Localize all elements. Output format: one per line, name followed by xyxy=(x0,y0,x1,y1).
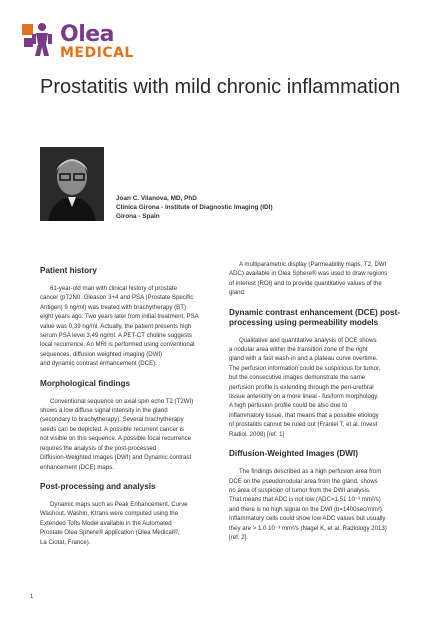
left-column xyxy=(40,266,218,547)
text-line: a nodular area within the transition zone of the right xyxy=(229,346,368,354)
text-line: Washout, Washin, Ktrans were computed using the xyxy=(40,510,179,518)
text-line: shows a low diffuse signal intensity in the gland xyxy=(40,407,168,415)
author-block xyxy=(116,194,273,221)
text-line: perfusion profile is extending through the peri-urethral xyxy=(229,383,374,391)
text-line: The perfusion information could be suspicious for tumor, xyxy=(229,364,381,372)
olea-logo-mark-icon xyxy=(20,20,54,58)
text-line: seeds can be depicted. A possible recurrent cancer is xyxy=(40,425,184,433)
text-line: cancer (pT2N0. Gleason 3+4 and PSA (Prostate Specific xyxy=(40,294,194,302)
text-line: Diffusion-Weighted Images (DWI) and Dynamic contrast xyxy=(40,454,192,462)
text-line: and there is no high signal on the DWI (b=1400sec/mm²). xyxy=(229,505,384,513)
text-line: gland with a fast wash-in and a plateau curve overtime. xyxy=(229,355,378,363)
text-line: but the consecutive images demonstrate the same xyxy=(229,374,366,382)
post-processing-text xyxy=(40,500,218,547)
logo-brand-text: Olea xyxy=(60,22,115,47)
text-line: serum PSA level 3,49 ng/ml. A PET-CT choline suggests xyxy=(40,332,192,340)
text-line: not visible on this sequence. A possible focal recurrence xyxy=(40,435,192,443)
text-line: tissue anteriorly on a more lineal - fusiform morphology. xyxy=(229,393,379,401)
text-line: La Ciotat, France). xyxy=(40,538,91,546)
page-number: 1 xyxy=(30,594,34,600)
heading-patient-history: Patient history xyxy=(40,266,97,275)
author-affiliation: Clinica Girona - Institute of Diagnostic Imaging (IDI) xyxy=(116,204,273,211)
olea-medical-logo xyxy=(20,20,160,60)
dce-text xyxy=(229,336,401,439)
text-line: sequences, diffusion weighted imaging (DWI) xyxy=(40,350,163,358)
text-line: DCE on the pseudonodular area from the gland, shows xyxy=(229,477,378,485)
text-line: of interest (ROI) and to provide quantitative values of the xyxy=(229,279,382,287)
text-line: enhancement (DCE) maps. xyxy=(40,463,114,471)
text-line: (secondary to brachytherapy). Several brachytherapy xyxy=(40,416,184,424)
text-line: local recurrence. An MRI is performed using conventional xyxy=(40,341,195,349)
author-portrait-image xyxy=(40,147,104,221)
logo-sub-text: MEDICAL xyxy=(60,45,134,61)
author-name: Joan C. Vilanova, MD, PhD xyxy=(116,195,197,202)
text-line: value was 0,39 ng/ml. Actually, the patient presents high xyxy=(40,322,192,330)
author-photo xyxy=(40,147,104,221)
text-line: Dynamic maps such as Peak Enhancement, Curve xyxy=(50,500,188,508)
text-line: no area of suspicion of tumor from the DWI analysis. xyxy=(229,486,371,494)
text-line: A high perfusion profile could be also due to xyxy=(229,402,348,410)
text-line: The findings described as a high perfusion area from xyxy=(239,468,382,476)
author-location: Girona - Spain xyxy=(116,213,160,220)
text-line: 61-year-old man with clinical history of prostate xyxy=(50,285,178,292)
text-line: That means that ADC is not low (ADC=1.51 10⁻³ mm²/s) xyxy=(229,496,381,504)
text-line: ADC) available in Olea Sphere® was used to draw regions xyxy=(229,270,388,278)
morphological-text xyxy=(40,397,218,472)
text-line: Extended Tofts Model available in the Automated xyxy=(40,519,172,527)
text-line: Inflammatory cells could show low ADC values but usually xyxy=(229,515,386,523)
text-line: Prostate Olea Sphere® application (Olea Medical®, xyxy=(40,529,180,537)
heading-dwi: Diffusion-Weighted Images (DWI) xyxy=(229,449,359,459)
text-line: requires the analysis of the post-processed xyxy=(40,444,157,452)
text-line: of prostatitis cannot be ruled out (Franiel T, et al. Invest xyxy=(229,421,378,429)
text-line: they are > 1.0 10⁻³ mm²/s (Nagel K, et al. Radiology 2013) xyxy=(229,524,387,532)
right-column xyxy=(229,260,401,542)
text-line: eight years ago. Two years later from initial treatment, PSA xyxy=(40,313,199,321)
heading-post-processing: Post-processing and analysis xyxy=(40,481,156,491)
text-line: inflammatory tissue, that means that a possible etiology xyxy=(229,411,379,419)
patient-history-text xyxy=(40,284,218,369)
page-title: Prostatitis with mild chronic inflammation xyxy=(40,76,401,98)
text-line: A multiparametric display (Parmeability maps, T2, DWI xyxy=(239,261,387,268)
text-line: and dynamic contrast enhancement (DCE). xyxy=(40,360,157,368)
dwi-text xyxy=(229,467,401,542)
text-line: Qualitative and quantitative analysis of DCE shows xyxy=(239,336,377,344)
heading-morphological-findings: Morphological findings xyxy=(40,378,131,388)
text-line: Antigen) 9 ng/ml) was treated with brachytherapy (BT) xyxy=(40,303,186,311)
text-line: gland. xyxy=(229,289,246,297)
heading-dce: Dynamic contrast enhancement (DCE) post-processing using permeability models xyxy=(229,307,401,327)
intro-text xyxy=(229,260,401,298)
text-line: Radiol. 2008) [ref. 1] xyxy=(229,430,285,438)
text-line: Conventional sequence on axial spin echo T2 (T2WI) xyxy=(50,397,194,405)
text-line: [ref. 2]. xyxy=(229,533,248,541)
